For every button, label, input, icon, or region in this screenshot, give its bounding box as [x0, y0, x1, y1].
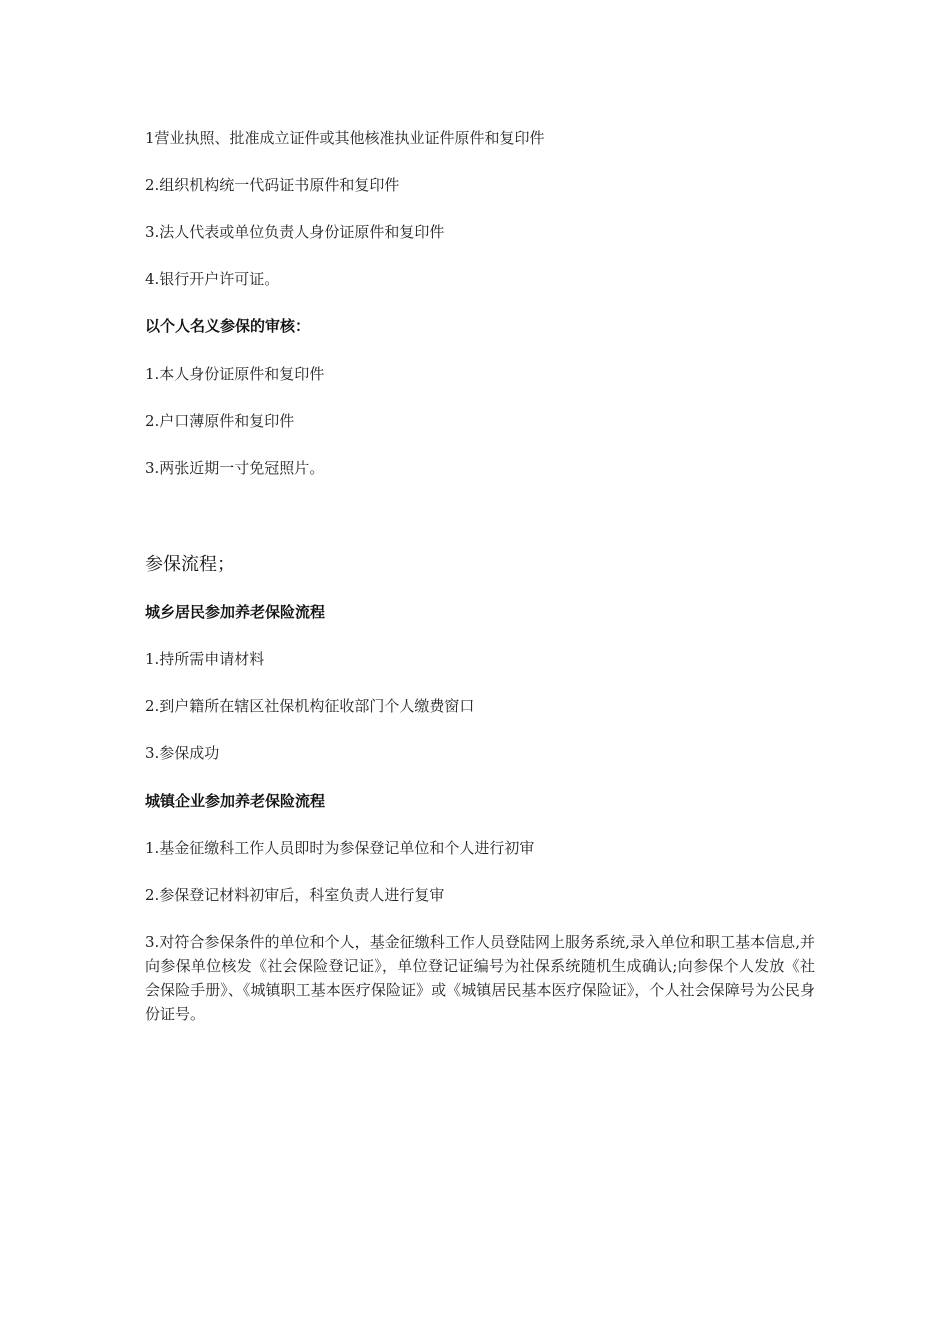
urban-item-2: 2.参保登记材料初审后，科室负责人进行复审 [145, 886, 445, 904]
process-heading: 参保流程； [145, 554, 235, 575]
org-item-1: 1营业执照、批准成立证件或其他核准执业证件原件和复印件 [145, 129, 545, 147]
urban-item-3: 3.对符合参保条件的单位和个人，基金征缴科工作人员登陆网上服务系统,录入单位和职工基本信息,并向参保单位核发《社会保险登记证》，单位登记证编号为社保系统随机生成确认;向参保个人发放《社会保险手册》、《城镇职工基本医疗保险证》或《城镇居民基本医疗保险证》，个人社会保障号为公民身份证号。 [145, 933, 815, 1023]
personal-item-3: 3.两张近期一寸免冠照片。 [145, 459, 325, 477]
rural-item-1: 1.持所需申请材料 [145, 650, 265, 668]
personal-item-1: 1.本人身份证原件和复印件 [145, 365, 325, 383]
org-item-4: 4.银行开户许可证。 [145, 270, 280, 288]
personal-heading: 以个人名义参保的审核： [145, 317, 311, 335]
urban-heading: 城镇企业参加养老保险流程 [145, 792, 326, 810]
rural-item-3: 3.参保成功 [145, 744, 220, 762]
org-item-3: 3.法人代表或单位负责人身份证原件和复印件 [145, 223, 445, 241]
rural-item-2: 2.到户籍所在辖区社保机构征收部门个人缴费窗口 [145, 697, 475, 715]
rural-heading: 城乡居民参加养老保险流程 [145, 603, 326, 621]
org-item-2: 2.组织机构统一代码证书原件和复印件 [145, 176, 400, 194]
personal-item-2: 2.户口薄原件和复印件 [145, 412, 295, 430]
urban-item-1: 1.基金征缴科工作人员即时为参保登记单位和个人进行初审 [145, 839, 535, 857]
